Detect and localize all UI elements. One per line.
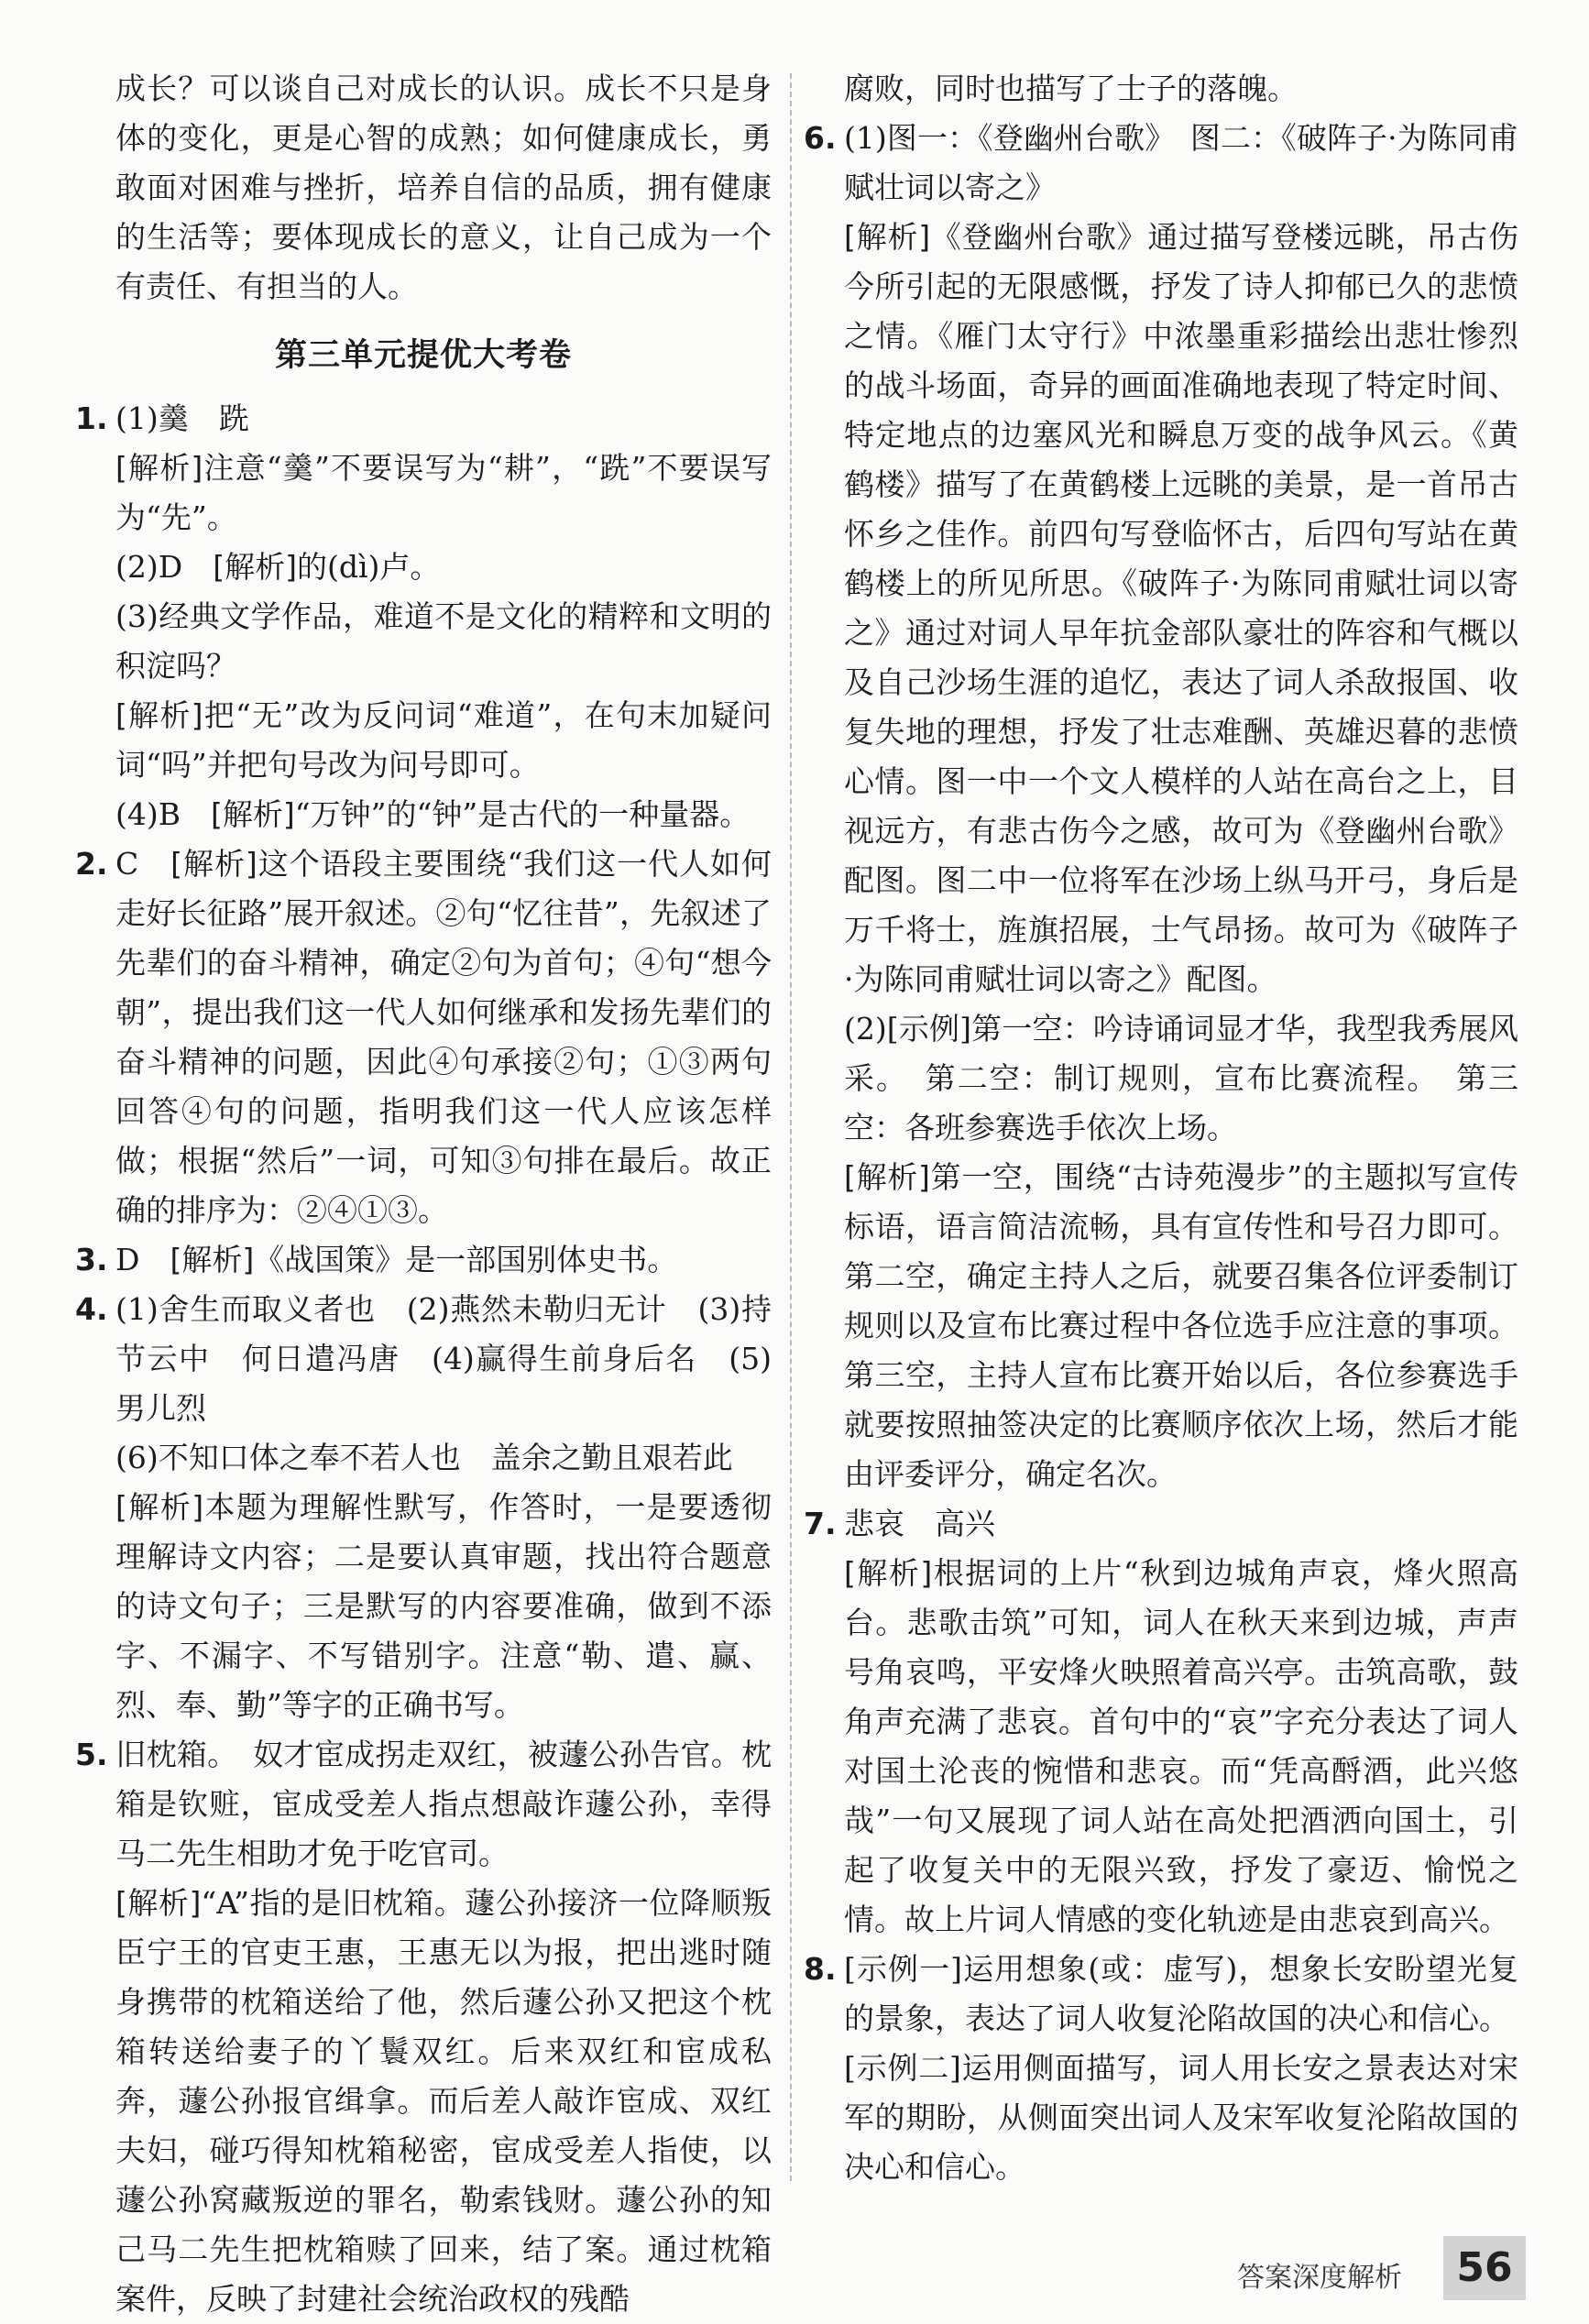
- analysis-tag: [解析]: [170, 1242, 255, 1277]
- q1-a1: (1)羹 跣: [115, 400, 249, 436]
- q3: [75, 1235, 772, 1285]
- column-divider: [790, 73, 792, 2181]
- q6-a2-expl: 第一空，围绕“古诗苑漫步”的主题拟写宣传标语，语言简洁流畅，具有宣传性和号召力即可。第二空，确定主持人之后，就要召集各位评委制订规则以及宣布比赛过程中各位选手应注意的事项。第三空，主持人宣布比赛开始以后，各位参赛选手就要按照抽签决定的比赛顺序依次上场，然后才能由评委评分，确定名次。: [844, 1159, 1518, 1492]
- left-column: [75, 64, 772, 2324]
- q6-expl: 《登幽州台歌》通过描写登楼远眺，吊古伤今所引起的无限感慨，抒发了诗人抑郁已久的悲愤之情。《雁门太守行》中浓墨重彩描绘出悲壮惨烈的战斗场面，奇异的画面准确地表现了特定时间、特定地点的边塞风光和瞬息万变的战争风云。《黄鹤楼》描写了在黄鹤楼上远眺的美景，是一首吊古怀乡之佳作。前四句写登临怀古，后四句写站在黄鹤楼上的所见所思。《破阵子·为陈同甫赋壮词以寄之》通过对词人早年抗金部队豪壮的阵容和气概以及自己沙场生涯的追忆，表达了词人杀敌报国、收复失地的理想，抒发了壮志难酬、英雄迟暮的悲愤心情。图一中一个文人模样的人站在高台之上，目视远方，有悲古伤今之感，故可为《登幽州台歌》配图。图二中一位将军在沙场上纵马开弓，身后是万千将士，旌旗招展，士气昂扬。故可为《破阵子·为陈同甫赋壮词以寄之》配图。: [844, 219, 1519, 997]
- q7-expl: 根据词的上片“秋到边城角声哀，烽火照高台。悲歌击筑”可知，词人在秋天来到边城，声声号角哀鸣，平安烽火映照着高兴亭。击筑高歌，鼓角声充满了悲哀。首句中的“哀”字充分表达了词人对国土沦丧的惋惜和悲哀。而“凭高酹酒，此兴悠哉”一句又展现了词人站在高处把酒洒向国土，引起了收复关中的无限兴致，抒发了豪迈、愉悦之情。故上片词人情感的变化轨迹是由悲哀到高兴。: [844, 1555, 1519, 1937]
- q2-number: 2.: [75, 846, 108, 882]
- analysis-tag: [解析]: [844, 1159, 930, 1195]
- q4-analysis: [75, 1483, 772, 1730]
- q1-answer-3: (3)经典文学作品，难道不是文化的精粹和文明的积淀吗？: [115, 598, 772, 684]
- analysis-tag: [解析]: [213, 549, 297, 585]
- q4-answer-2: (6)不知口体之奉不若人也 盖余之勤且艰若此: [115, 1440, 733, 1475]
- q7-analysis: [804, 1549, 1518, 1945]
- q6-answer: (1)图一：《登幽州台歌》 图二：《破阵子·为陈同甫赋壮词以寄之》: [844, 120, 1518, 205]
- q8-example-1: [示例一]运用想象(或：虚写)，想象长安盼望光复的景象，表达了词人收复沦陷故国的决心和信心。: [844, 1951, 1518, 2036]
- analysis-tag: [解析]: [115, 450, 203, 486]
- q2: [75, 839, 772, 1235]
- q1-a4-expl: “万钟”的“钟”是古代的一种量器。: [294, 796, 751, 832]
- analysis-tag: [解析]: [170, 846, 258, 882]
- q5-number: 5.: [75, 1737, 108, 1772]
- q7-answer: 悲哀 高兴: [844, 1506, 995, 1541]
- q1-a3-expl: 把“无”改为反问词“难道”，在句末加疑问词“吗”并把句号改为问号即可。: [115, 697, 773, 783]
- section-title: 第三单元提优大考卷: [274, 337, 572, 374]
- q6-analysis-2: [804, 1153, 1518, 1499]
- q7-number: 7.: [804, 1506, 837, 1541]
- q6-answer-2: (2)[示例]第一空：吟诗诵词显才华，我型我秀展风采。 第二空：制订规则，宣布比赛流程。 第三空：各班参赛选手依次上场。: [844, 1011, 1518, 1146]
- q8-example-2: [示例二]运用侧面描写，词人用长安之景表达对宋军的期盼，从侧面突出词人及宋军收复沦陷故国的决心和信心。: [844, 2050, 1518, 2185]
- q5: [75, 1730, 772, 1879]
- q1-number: 1.: [75, 400, 108, 436]
- page-number: 56: [1443, 2236, 1526, 2300]
- q1-a4: (4)B: [115, 796, 211, 832]
- q7: [804, 1499, 1518, 1549]
- q1-a2-expl: 的(dì)卢。: [296, 549, 441, 585]
- q1-analysis-1: [75, 444, 772, 543]
- q3-expl: 《战国策》是一部国别体史书。: [254, 1242, 678, 1277]
- q3-answer: D: [115, 1242, 170, 1277]
- q6-number: 6.: [804, 120, 837, 156]
- q6: [804, 114, 1518, 213]
- analysis-tag: [解析]: [115, 697, 203, 733]
- q8-number: 8.: [804, 1951, 837, 1987]
- right-column: [804, 64, 1518, 2192]
- q4-number: 4.: [75, 1291, 108, 1327]
- q2-answer: C: [115, 846, 171, 882]
- intro-paragraph: 成长？可以谈自己对成长的认识。成长不只是身体的变化，更是心智的成熟；如何健康成长，勇敢面对困难与挫折，培养自信的品质，拥有健康的生活等；要体现成长的意义，让自己成为一个有责任、有担当的人。: [115, 71, 772, 304]
- q1-a2: (2)D: [115, 549, 214, 585]
- q4-answer: (1)舍生而取义者也 (2)燕然未勒归无计 (3)持节云中 何日遣冯唐 (4)赢得生前身后名 (5)男儿烈: [115, 1291, 772, 1426]
- footer-label: 答案深度解析: [1237, 2262, 1402, 2294]
- q1-answer-2: [75, 543, 772, 592]
- q8: [804, 1945, 1518, 2044]
- q1-answer-4: [75, 790, 772, 839]
- q1-a1-expl: 注意“羹”不要误写为“耕”，“跣”不要误写为“先”。: [115, 450, 773, 535]
- q1-analysis-3: [75, 691, 772, 790]
- q5-answer: 旧枕箱。 奴才宦成拐走双红，被蘧公孙告官。枕箱是钦赃，宦成受差人指点想敲诈蘧公孙，幸得马二先生相助才免于吃官司。: [115, 1737, 772, 1871]
- q3-number: 3.: [75, 1242, 108, 1277]
- continuation-text: 腐败，同时也描写了士子的落魄。: [844, 71, 1298, 106]
- q1-answer-1: [75, 394, 772, 444]
- analysis-tag: [解析]: [844, 1555, 933, 1591]
- analysis-tag: [解析]: [211, 796, 295, 832]
- q2-expl: 这个语段主要围绕“我们这一代人如何走好长征路”展开叙述。②句“忆往昔”，先叙述了先辈们的奋斗精神，确定②句为首句；④句“想今朝”，提出我们这一代人如何继承和发扬先辈们的奋斗精神的问题，因此④句承接②句；①③两句回答④句的问题，指明我们这一代人应该怎样做；根据“然后”一词，可知③句排在最后。故正确的排序为：②④①③。: [115, 846, 773, 1228]
- analysis-tag: [解析]: [115, 1885, 202, 1921]
- analysis-tag: [解析]: [844, 219, 931, 255]
- q4-expl: 本题为理解性默写，作答时，一是要透彻理解诗文内容；二是要认真审题，找出符合题意的诗文句子；三是默写的内容要准确，做到不添字、不漏字、不写错别字。注意“勒、遣、赢、烈、奉、勤”等字的正确书写。: [115, 1489, 773, 1723]
- q5-analysis: [75, 1879, 772, 2324]
- q5-expl: “A”指的是旧枕箱。蘧公孙接济一位降顺叛臣宁王的官吏王惠，王惠无以为报，把出逃时随身携带的枕箱送给了他，然后蘧公孙又把这个枕箱转送给妻子的丫鬟双红。后来双红和宦成私奔，蘧公孙报官缉拿。而后差人敲诈宦成、双红夫妇，碰巧得知枕箱秘密，宦成受差人指使，以蘧公孙窝藏叛逆的罪名，勒索钱财。蘧公孙的知己马二先生把枕箱赎了回来，结了案。通过枕箱案件，反映了封建社会统治政权的残酷: [115, 1885, 772, 2317]
- q6-analysis: [804, 213, 1518, 1004]
- analysis-tag: [解析]: [115, 1489, 204, 1525]
- q4: [75, 1285, 772, 1433]
